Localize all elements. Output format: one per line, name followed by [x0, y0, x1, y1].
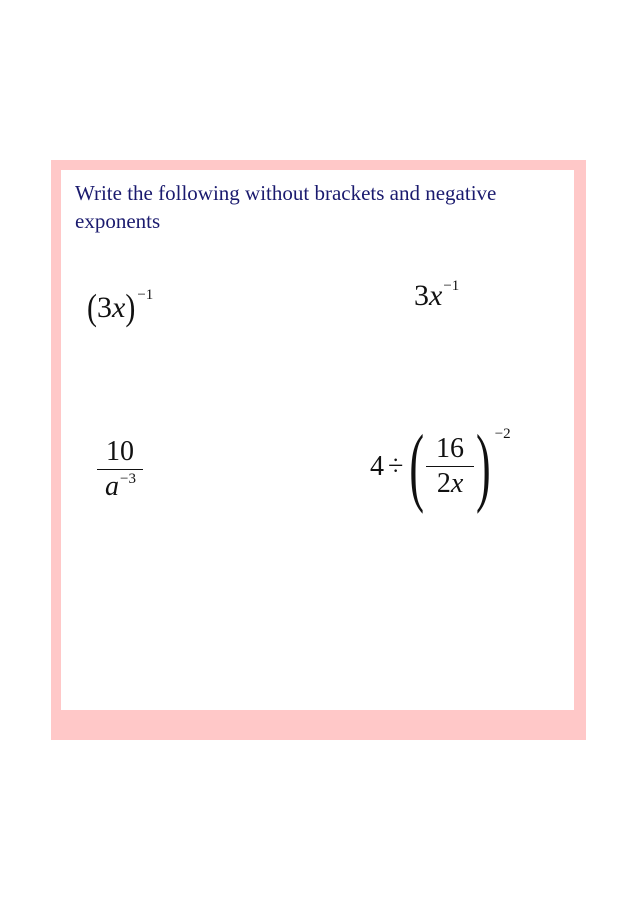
fraction: [97, 435, 143, 508]
expression-10-over-a-power-neg3: [97, 435, 143, 508]
close-bracket: ): [125, 286, 136, 328]
open-bracket: (: [409, 416, 425, 515]
numerator: 10: [106, 436, 134, 467]
variable: x: [450, 468, 464, 499]
expression-3x-power-neg1: [414, 276, 458, 321]
denominator: [433, 467, 467, 501]
coefficient: 3: [97, 291, 112, 324]
variable: x: [112, 291, 126, 324]
expression-4-divide-16-over-2x-power-neg2: [370, 416, 511, 515]
slide-frame: [51, 160, 586, 740]
close-bracket: ): [476, 416, 491, 515]
exponent: −1: [443, 278, 460, 294]
variable: x: [429, 279, 443, 312]
coefficient: 3: [414, 279, 429, 312]
open-bracket: (: [87, 286, 97, 328]
division-sign: ÷: [388, 450, 404, 482]
slide-content: [61, 170, 574, 710]
exponent: −3: [120, 471, 136, 487]
instructions-text: Write the following without brackets and negative exponents: [75, 181, 497, 233]
variable: a: [105, 471, 120, 502]
exponent: −2: [494, 426, 511, 442]
denominator: [101, 470, 139, 508]
exponent: −1: [137, 287, 154, 303]
fraction: [426, 432, 474, 501]
numerator: 16: [436, 433, 465, 464]
dividend: 4: [370, 450, 384, 482]
expression-3x-bracket-power-neg1: [87, 286, 154, 333]
den-coefficient: 2: [436, 468, 451, 499]
